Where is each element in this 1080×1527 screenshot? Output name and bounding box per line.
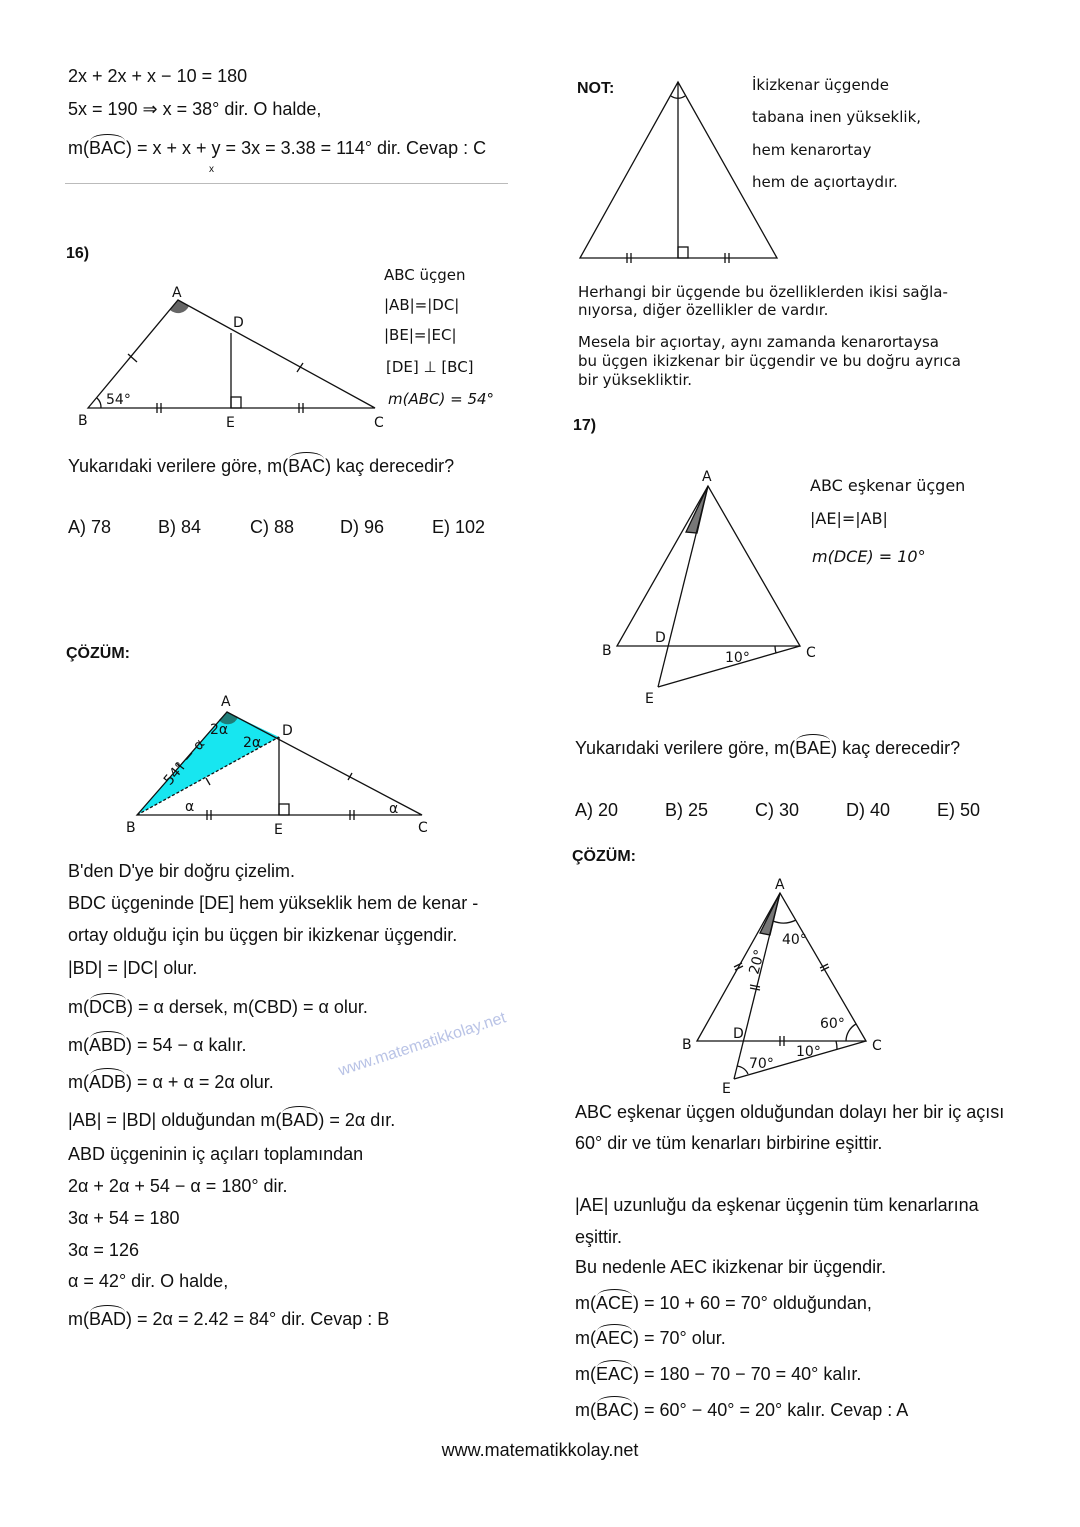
option-e[interactable]: E) 102 [432, 517, 486, 537]
angle-label: 54° [106, 392, 131, 408]
angle-label: 54° − α [160, 736, 209, 789]
solution-line: 60° dir ve tüm kenarları birbirine eşittir. [575, 1133, 883, 1153]
vertex-label: B [78, 413, 88, 429]
solution-line: Bu nedenle AEC ikizkenar bir üçgendir. [575, 1257, 887, 1277]
angle-text: DCB [89, 997, 128, 1017]
text: ) = α + α = 2α olur. [126, 1072, 274, 1092]
solution-line: BDC üçgeninde [DE] hem yükseklik hem de kenar - [68, 893, 479, 913]
angle-text: ABD [89, 1035, 127, 1055]
text: ) = 2α = 2.42 = 84° dir. Cevap : B [126, 1309, 390, 1329]
option-c[interactable]: C) 88 [250, 517, 295, 537]
text: m( [575, 1328, 596, 1348]
solution-line [68, 1108, 395, 1132]
vertex-label: B [602, 643, 612, 659]
solution-line [575, 1362, 861, 1386]
angle-label: 40° [782, 932, 807, 948]
note-line: tabana inen yükseklik, [752, 108, 922, 126]
angle-label: α [389, 801, 399, 817]
vertex-label: E [274, 822, 283, 838]
underbrace-label: x [209, 164, 214, 175]
vertex-label: C [418, 820, 428, 836]
option-d[interactable]: D) 96 [340, 517, 385, 537]
solution-line: |AE| uzunluğu da eşkenar üçgenin tüm kenarlarına [575, 1195, 979, 1215]
vertex-label: C [374, 415, 384, 431]
solution-line: ABD üçgeninin iç açıları toplamından [68, 1144, 364, 1164]
note-line: İkizkenar üçgende [752, 76, 889, 94]
angle-text: EAC [596, 1364, 634, 1384]
note-paragraph-line: bir yüksekliktir. [578, 371, 693, 389]
text: m( [575, 1293, 596, 1313]
given-line: ABC üçgen [384, 266, 466, 284]
vertex-label: D [282, 723, 293, 739]
solution-title: ÇÖZÜM: [572, 848, 636, 865]
vertex-label: E [722, 1081, 731, 1097]
solution-line: B'den D'ye bir doğru çizelim. [68, 861, 295, 881]
angle-text: BAC [288, 456, 326, 476]
question-text [575, 736, 960, 760]
angle-label: 60° [820, 1016, 845, 1032]
vertex-label: C [806, 645, 816, 661]
solution-line: ABC eşkenar üçgen olduğundan dolayı her bir iç açısı [575, 1102, 1005, 1122]
solution-line [68, 1033, 246, 1057]
option-c[interactable]: C) 30 [755, 800, 800, 820]
text: m( [575, 1400, 596, 1420]
note-line: hem de açıortaydır. [752, 173, 898, 191]
given-line: |AE|=|AB| [810, 509, 888, 528]
given-line: ABC eşkenar üçgen [810, 476, 966, 495]
solution-line [575, 1291, 872, 1315]
vertex-label: E [645, 691, 654, 707]
watermark: www.matematikkolay.net [336, 1009, 509, 1080]
equation-line: 5x = 190 ⇒ x = 38° dir. O halde, [68, 99, 322, 119]
vertex-label: B [126, 820, 136, 836]
vertex-label: D [733, 1026, 744, 1042]
vertex-label: D [233, 315, 244, 331]
text: ) = α dersek, m(CBD) = α olur. [127, 997, 368, 1017]
option-a[interactable]: A) 20 [575, 800, 619, 820]
angle-label: α [185, 799, 195, 815]
vertex-label: E [226, 415, 235, 431]
solution-line: 3α = 126 [68, 1240, 139, 1260]
angle-text: BAC [89, 138, 127, 158]
text: ) kaç derecedir? [831, 738, 961, 758]
isosceles-triangle [580, 82, 777, 263]
equation-line: 2x + 2x + x − 10 = 180 [68, 66, 248, 86]
solution-line: |BD| = |DC| olur. [68, 958, 198, 978]
text: m( [68, 1035, 89, 1055]
option-a[interactable]: A) 78 [68, 517, 112, 537]
note-paragraph-line: bu üçgen ikizkenar bir üçgendir ve bu doğru ayrıca [578, 352, 961, 370]
footer-url[interactable]: www.matematikkolay.net [441, 1440, 639, 1460]
solution-line: 2α + 2α + 54 − α = 180° dir. [68, 1176, 288, 1196]
q16-triangle [88, 300, 375, 413]
vertex-label: A [775, 877, 785, 893]
note-paragraph-line: Mesela bir açıortay, aynı zamanda kenarortaysa [578, 333, 939, 351]
angle-text: BAC [596, 1400, 634, 1420]
given-line: |BE|=|EC| [384, 326, 457, 344]
q17-triangle [617, 486, 800, 687]
text: m( [68, 1309, 89, 1329]
text: m( [68, 1072, 89, 1092]
note-title: NOT: [577, 80, 615, 97]
option-b[interactable]: B) 84 [158, 517, 202, 537]
angle-text: BAE [795, 738, 832, 758]
text: m( [68, 138, 89, 158]
solution-line [68, 995, 368, 1019]
text: ) = 180 − 70 − 70 = 40° kalır. [633, 1364, 862, 1384]
text: |AB| = |BD| olduğundan m( [68, 1110, 282, 1130]
angle-label: 2α [210, 722, 229, 738]
vertex-label: C [872, 1038, 882, 1054]
angle-text: ADB [89, 1072, 127, 1092]
text: m( [575, 1364, 596, 1384]
solution-line: 3α + 54 = 180 [68, 1208, 180, 1228]
text: ) kaç derecedir? [325, 456, 455, 476]
solution-line [575, 1398, 908, 1422]
text: ) = 60° − 40° = 20° kalır. Cevap : A [633, 1400, 909, 1420]
vertex-label: A [702, 469, 712, 485]
note-line: hem kenarortay [752, 141, 872, 159]
solution-line: ortay olduğu için bu üçgen bir ikizkenar üçgendir. [68, 925, 458, 945]
vertex-label: A [172, 285, 182, 301]
text: Yukarıdaki verilere göre, m( [575, 738, 796, 758]
text: m( [68, 997, 89, 1017]
vertex-label: B [682, 1037, 692, 1053]
text: ) = 70° olur. [633, 1328, 726, 1348]
note-paragraph-line: Herhangi bir üçgende bu özelliklerden ikisi sağla- [578, 283, 948, 301]
solution-line: eşittir. [575, 1227, 623, 1247]
text: ) = x + x + y = 3x = 3.38 = 114° dir. Cevap : C [126, 138, 487, 158]
angle-text: AEC [596, 1328, 634, 1348]
angle-text: BAD [89, 1309, 127, 1329]
solution-line [575, 1326, 726, 1350]
text: ) = 54 − α kalır. [126, 1035, 247, 1055]
given-line: m(DCE) = 10° [812, 547, 926, 566]
vertex-label: A [221, 694, 231, 710]
note-paragraph-line: nıyorsa, diğer özellikler de vardır. [578, 301, 829, 319]
solution-title: ÇÖZÜM: [66, 645, 130, 662]
given-line: [DE] ⊥ [BC] [386, 358, 474, 376]
text: ) = 2α dır. [318, 1110, 396, 1130]
question-number: 17) [573, 417, 597, 434]
angle-label: 2α [243, 735, 262, 751]
angle-text: BAD [281, 1110, 319, 1130]
solution-line: α = 42° dir. O halde, [68, 1271, 229, 1291]
question-number: 16) [66, 245, 90, 262]
angle-label: 10° [725, 650, 750, 666]
question-text [68, 454, 454, 478]
option-d[interactable]: D) 40 [846, 800, 891, 820]
angle-label: 20° [746, 947, 769, 977]
option-b[interactable]: B) 25 [665, 800, 709, 820]
angle-label: 10° [796, 1044, 821, 1060]
given-line: m(ABC) = 54° [388, 390, 495, 408]
given-line: |AB|=|DC| [384, 296, 460, 314]
text: ) = 10 + 60 = 70° olduğundan, [633, 1293, 872, 1313]
q17-solution-triangle [697, 893, 866, 1079]
solution-line [68, 1070, 274, 1094]
solution-line [68, 1307, 389, 1331]
vertex-label: D [655, 630, 666, 646]
angle-text: ACE [596, 1293, 634, 1313]
option-e[interactable]: E) 50 [937, 800, 981, 820]
text: Yukarıdaki verilere göre, m( [68, 456, 289, 476]
angle-label: 70° [749, 1056, 774, 1072]
